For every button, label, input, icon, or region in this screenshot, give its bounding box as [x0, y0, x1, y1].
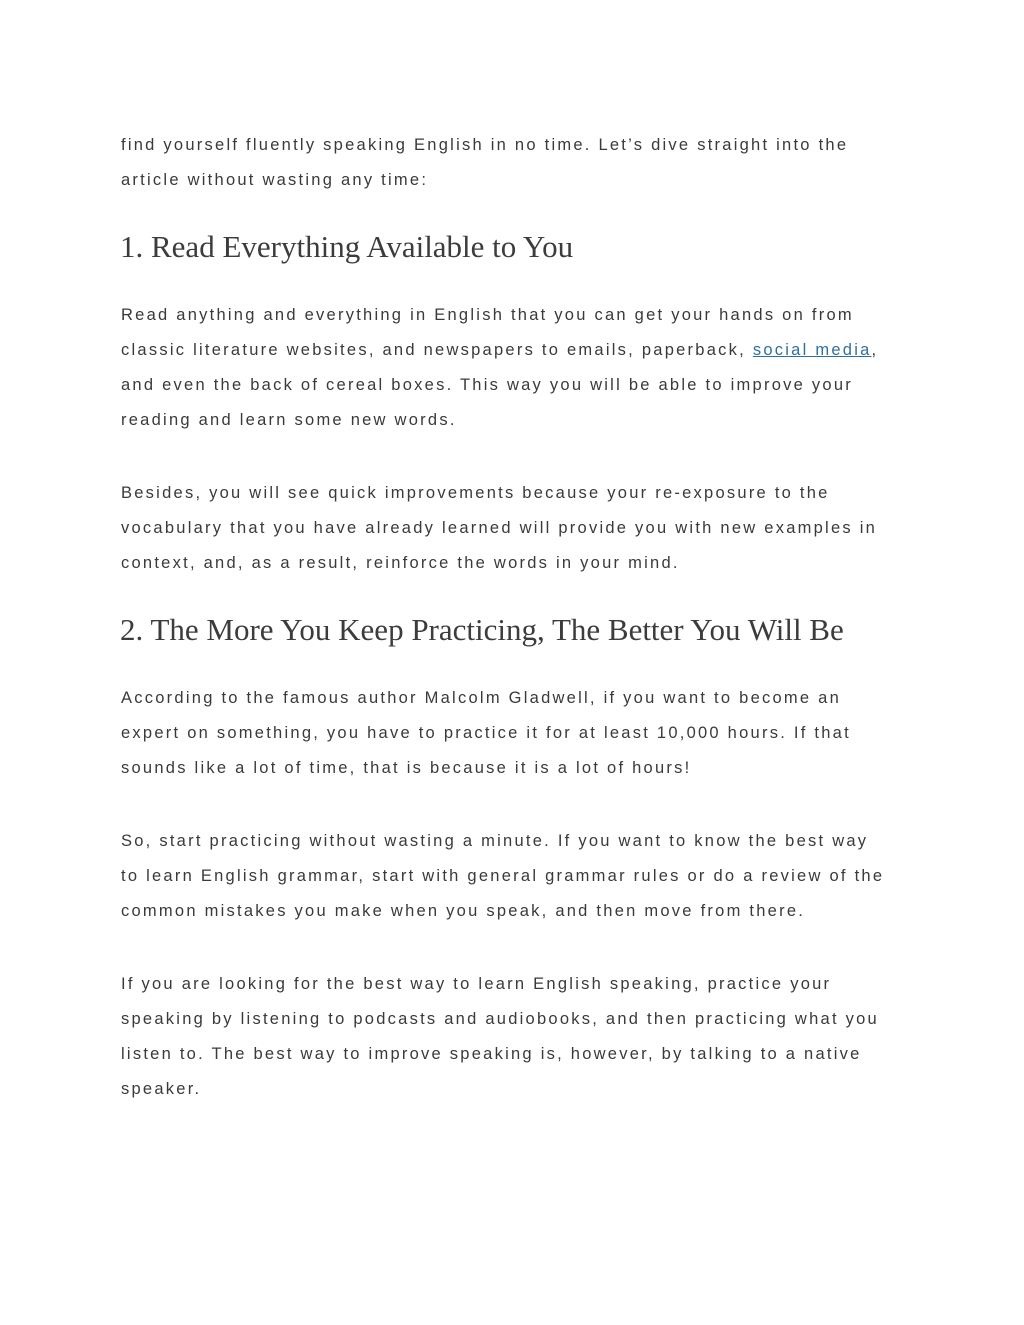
- text-line: vocabulary that you have already learned will provide you with new examples in: [121, 519, 878, 537]
- section-heading-keep-practicing: 2. The More You Keep Practicing, The Better You Will Be: [120, 612, 844, 647]
- text-line: article without wasting any time:: [121, 171, 429, 189]
- text-line: So, start practicing without wasting a minute. If you want to know the best way: [121, 832, 869, 850]
- text-line: context, and, as a result, reinforce the words in your mind.: [121, 554, 680, 572]
- text-line: to learn English grammar, start with general grammar rules or do a review of the: [121, 867, 885, 885]
- section-heading-read-everything: 1. Read Everything Available to You: [120, 229, 574, 264]
- text-line: According to the famous author Malcolm Gladwell, if you want to become an: [121, 689, 842, 707]
- read-everything-paragraph: [121, 298, 921, 438]
- grammar-paragraph: [121, 824, 921, 929]
- text-line: listen to. The best way to improve speaking is, however, by talking to a native: [121, 1045, 862, 1063]
- intro-paragraph: [121, 128, 921, 198]
- text-line: sounds like a lot of time, that is because it is a lot of hours!: [121, 759, 692, 777]
- text-line: speaking by listening to podcasts and audiobooks, and then practicing what you: [121, 1010, 879, 1028]
- besides-paragraph: [121, 476, 921, 581]
- text-segment: ,: [871, 341, 879, 359]
- text-line: Read anything and everything in English that you can get your hands on from: [121, 306, 854, 324]
- text-line: find yourself fluently speaking English in no time. Let’s dive straight into the: [121, 136, 849, 154]
- text-line: speaker.: [121, 1080, 202, 1098]
- text-line: expert on something, you have to practice it for at least 10,000 hours. If that: [121, 724, 851, 742]
- gladwell-paragraph: [121, 681, 921, 786]
- text-segment: classic literature websites, and newspapers to emails, paperback,: [121, 341, 753, 359]
- social-media-link[interactable]: social media: [752, 341, 872, 359]
- text-line: common mistakes you make when you speak, and then move from there.: [121, 902, 806, 920]
- text-line: and even the back of cereal boxes. This way you will be able to improve your: [121, 376, 853, 394]
- text-line-with-link: [121, 333, 921, 368]
- text-line: If you are looking for the best way to learn English speaking, practice your: [121, 975, 832, 993]
- speaking-paragraph: [121, 967, 921, 1107]
- text-line: reading and learn some new words.: [121, 411, 457, 429]
- text-line: Besides, you will see quick improvements because your re-exposure to the: [121, 484, 830, 502]
